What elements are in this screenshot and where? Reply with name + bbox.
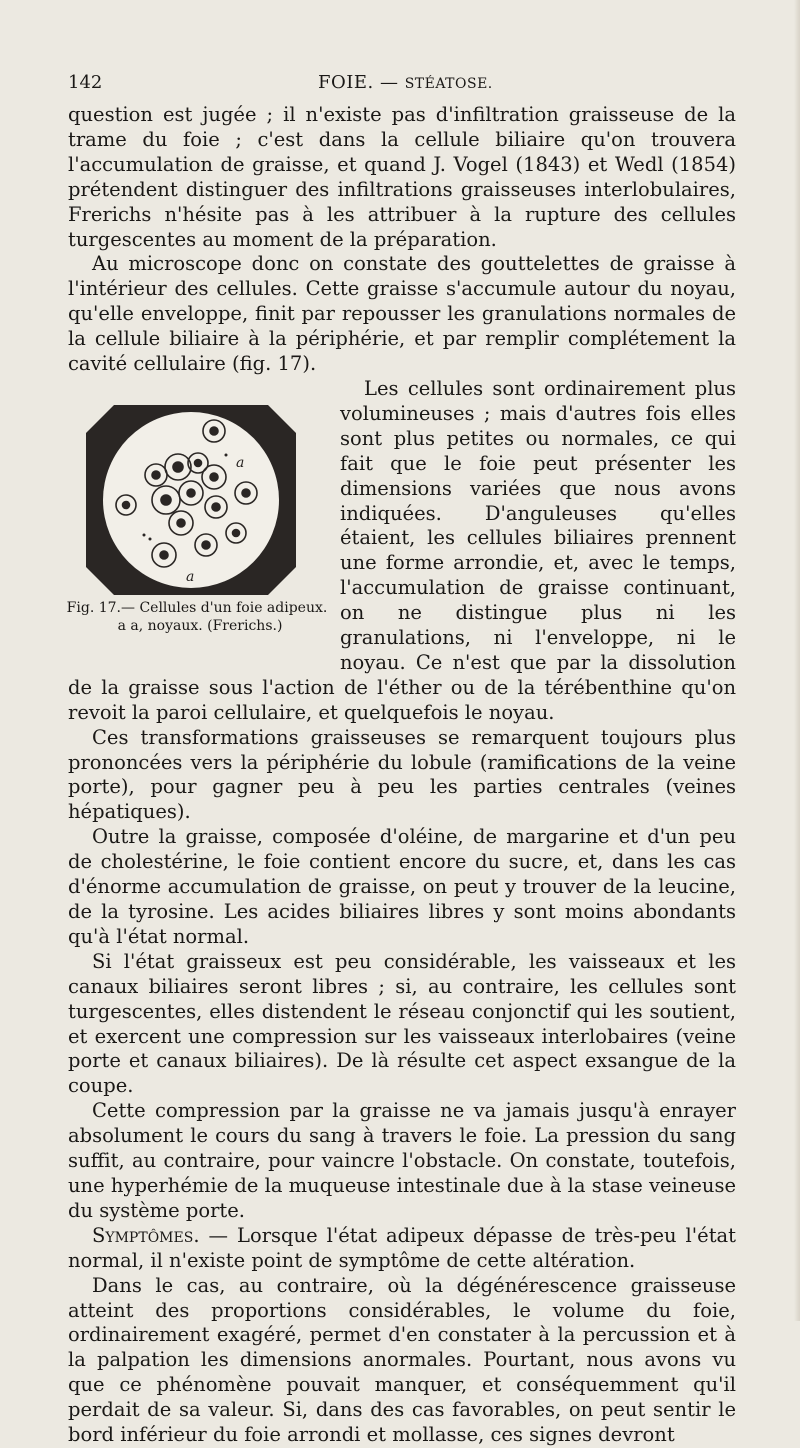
paragraph-1: question est jugée ; il n'existe pas d'infiltration graisseuse de la trame du foie ; c'est dans la cellule biliaire qu'on trouvera l'accumulation de graisse, et quand J. Vogel (1843) et Wedl (1854) prétendent distinguer des infiltrations graisseuses interlobulaires, Frerichs n'hésite pas à les attribuer à la rupture des cellules turgescentes au moment de la préparation. xyxy=(68,103,736,251)
paragraph-4: Ces transformations graisseuses se remarquent toujours plus prononcées vers la périphérie du lobule (ramifications de la veine porte), pour gagner peu à peu les parties centrales (veines hépatiques). xyxy=(68,725,736,824)
paragraph-7: Cette compression par la graisse ne va jamais jusqu'à enrayer absolument le cours du sang à travers le foie. La pression du sang suffit, au contraire, pour vaincre l'obstacle. On constate, toutefois, une hyperhémie de la muqueuse intestinale due à la stase veineuse du système porte. xyxy=(68,1099,736,1222)
paragraph-2-text: Au microscope donc on constate des gouttelettes de graisse à l'intérieur des cellules. Cette graisse s'accumule autour du noyau, qu'elle enveloppe, finit par repousser les granulations normales de la cellule biliaire à la périphérie, et par remplir complétement la cavité cellulaire (fig. 17). xyxy=(68,252,736,376)
running-title-sub: STÉATOSE. xyxy=(404,76,493,92)
paragraph-3-text: Les cellules sont ordinairement plus volumineuses ; mais d'autres fois elles sont plus petites ou normales, ce qui fait que le foie peut présenter les dimensions variées que nous avons indiquées. D'anguleuses qu'elles étaient, les cellules biliaires prennent une forme arrondie, et, avec le temps, l'accumulation de graisse continuant, on ne distingue plus ni les granulations, ni l'enveloppe, ni le noyau. Ce n'est que par la dissolution de la graisse sous l'action de l'éther ou de la térébenthine qu'on revoit la paroi cellulaire, et quelquefois le noyau. xyxy=(68,376,736,724)
paragraph-9: Dans le cas, au contraire, où la dégénérescence graisseuse atteint des proportions considérables, le volume du foie, ordinairement exagéré, permet d'en constater à la percussion et à la palpation les dimensions anormales. Pourtant, nous avons vu que ce phénomène pouvait manquer, et conséquemment qu'il perdait de sa valeur. Si, dans des cas favorables, on peut sentir le bord inférieur du foie arrondi et mollasse, ces signes devront xyxy=(68,1273,736,1447)
section-heading-symptomes: Symptômes. xyxy=(92,1223,200,1247)
paragraph-3 xyxy=(68,377,736,726)
figure-label-a: a xyxy=(236,454,245,471)
figure-caption-line1: Fig. 17.— Cellules d'un foie adipeux. xyxy=(66,599,328,616)
running-title xyxy=(318,72,493,93)
paragraph-5: Outre la graisse, composée d'oléine, de margarine et d'un peu de cholestérine, le foie contient encore du sucre, et, dans les cas d'énorme accumulation de graisse, on peut y trouver de la leucine, de la tyrosine. Les acides biliaires libres y sont moins abondants qu'à l'état normal. xyxy=(68,825,736,948)
body-text xyxy=(68,103,736,1448)
running-title-main: FOIE. — xyxy=(318,72,399,93)
figure-17 xyxy=(66,377,328,675)
figure-caption-line2: a a, noyaux. (Frerichs.) xyxy=(117,617,283,634)
paragraph-6: Si l'état graisseux est peu considérable, les vaisseaux et les canaux biliaires seront libres ; si, au contraire, les cellules sont turgescentes, elles distendent le réseau conjonctif qui les soutient, et exercent une compression sur les vaisseaux interlobaires (veine porte et canaux biliaires). De là résulte cet aspect exsangue de la coupe. xyxy=(68,949,736,1098)
page-number: 142 xyxy=(68,72,103,93)
running-header xyxy=(68,66,736,98)
paragraph-2 xyxy=(68,252,736,377)
figure-label-a-2: a xyxy=(186,568,195,585)
page-edge-shadow xyxy=(794,0,800,1321)
figure-caption xyxy=(66,599,328,635)
paragraph-8-text: — Lorsque l'état adipeux dépasse de très-peu l'état normal, il n'existe point de symptôme de cette altération. xyxy=(68,1223,736,1272)
paragraph-8 xyxy=(68,1224,736,1274)
microscope-illustration xyxy=(86,405,296,595)
